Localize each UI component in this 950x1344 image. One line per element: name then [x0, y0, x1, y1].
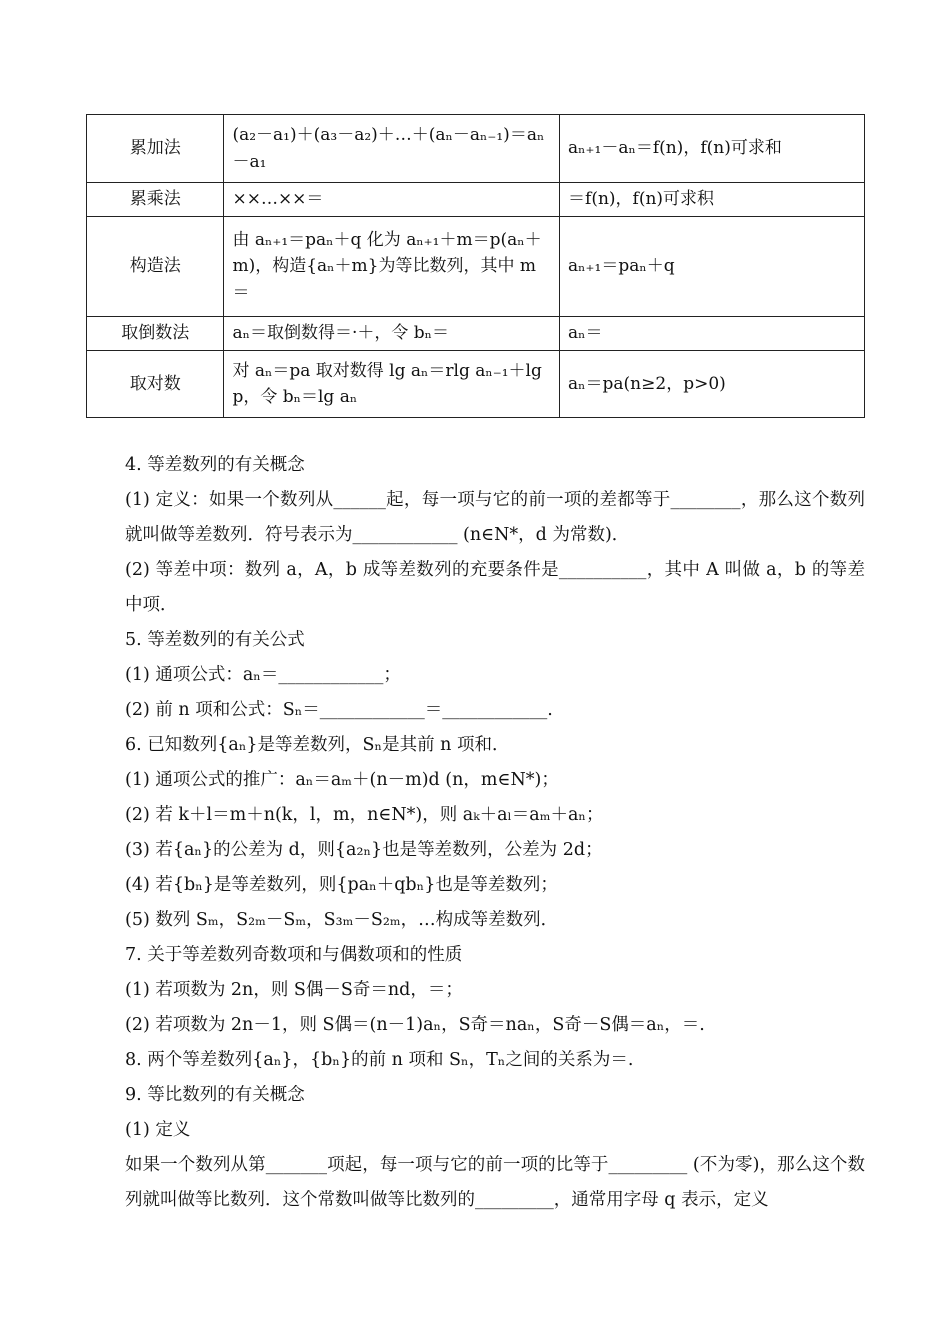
list-item: (5) 数列 Sₘ，S₂ₘ－Sₘ，S₃ₘ－S₂ₘ，…构成等差数列． — [125, 910, 559, 930]
table-row — [87, 351, 865, 418]
method-name: 累加法 — [87, 115, 224, 183]
list-item: (2) 前 n 项和公式：Sₙ＝____________＝____________. — [125, 700, 553, 720]
method-formula: aₙ＝取倒数得＝·＋，令 bₙ＝ — [224, 317, 560, 351]
list-item: (1) 通项公式：aₙ＝____________； — [125, 665, 401, 685]
method-name: 构造法 — [87, 217, 224, 317]
method-formula: 对 aₙ＝pa 取对数得 lg aₙ＝rlg aₙ₋₁＋lg p，令 bₙ＝lg aₙ — [224, 351, 560, 418]
list-item: (1) 通项公式的推广：aₙ＝aₘ＋(n－m)d (n，m∈N*)； — [125, 770, 559, 790]
section-heading: 5. 等差数列的有关公式 — [125, 630, 305, 650]
table-row — [87, 183, 865, 217]
list-item: (2) 若 k＋l＝m＋n(k，l，m，n∈N*)，则 aₖ＋aₗ＝aₘ＋aₙ； — [125, 805, 604, 825]
list-item: (2) 若项数为 2n－1，则 S偶＝(n－1)aₙ，S奇＝naₙ，S奇－S偶＝aₙ，＝. — [125, 1015, 705, 1035]
method-condition: aₙ₊₁＝paₙ＋q — [560, 217, 865, 317]
method-condition: aₙ＝pa(n≥2，p>0) — [560, 351, 865, 418]
section-heading: 4. 等差数列的有关概念 — [125, 455, 305, 475]
method-condition: aₙ₊₁－aₙ＝f(n)，f(n)可求和 — [560, 115, 865, 183]
section-heading: 8. 两个等差数列{aₙ}，{bₙ}的前 n 项和 Sₙ，Tₙ之间的关系为＝. — [125, 1050, 634, 1070]
table-row — [87, 217, 865, 317]
document-body — [86, 448, 865, 1218]
table-row — [87, 115, 865, 183]
recurrence-methods-table — [86, 114, 865, 418]
method-condition: ＝f(n)，f(n)可求积 — [560, 183, 865, 217]
list-item: (1) 若项数为 2n，则 S偶－S奇＝nd，＝； — [125, 980, 463, 1000]
method-formula: 由 aₙ₊₁＝paₙ＋q 化为 aₙ₊₁＋m＝p(aₙ＋m)，构造{aₙ＋m}为等比数列，其中 m＝ — [224, 217, 560, 317]
list-item: (4) 若{bₙ}是等差数列，则{paₙ＋qbₙ}也是等差数列； — [125, 875, 558, 895]
method-name: 取对数 — [87, 351, 224, 418]
list-item: (3) 若{aₙ}的公差为 d，则{a₂ₙ}也是等差数列，公差为 2d； — [125, 840, 603, 860]
table-row — [87, 317, 865, 351]
section-heading: 9. 等比数列的有关概念 — [125, 1085, 305, 1105]
method-formula: (a₂－a₁)＋(a₃－a₂)＋…＋(aₙ－aₙ₋₁)＝aₙ－a₁ — [224, 115, 560, 183]
paragraph: (2) 等差中项：数列 a，A，b 成等差数列的充要条件是__________，其中 A 叫做 a，b 的等差中项． — [125, 560, 865, 615]
paragraph: (1) 定义：如果一个数列从______起，每一项与它的前一项的差都等于________，那么这个数列就叫做等差数列．符号表示为____________ (n∈N*，d 为常数)． — [125, 490, 865, 545]
paragraph: 如果一个数列从第_______项起，每一项与它的前一项的比等于_________ (不为零)，那么这个数列就叫做等比数列．这个常数叫做等比数列的_________，通常用字母 q 表示，定义 — [125, 1155, 865, 1210]
method-name: 取倒数法 — [87, 317, 224, 351]
method-name: 累乘法 — [87, 183, 224, 217]
method-formula: ××…××＝ — [224, 183, 560, 217]
list-item: (1) 定义 — [125, 1120, 191, 1140]
method-condition: aₙ＝ — [560, 317, 865, 351]
section-heading: 7. 关于等差数列奇数项和与偶数项和的性质 — [125, 945, 463, 965]
section-heading: 6. 已知数列{aₙ}是等差数列，Sₙ是其前 n 项和． — [125, 735, 510, 755]
